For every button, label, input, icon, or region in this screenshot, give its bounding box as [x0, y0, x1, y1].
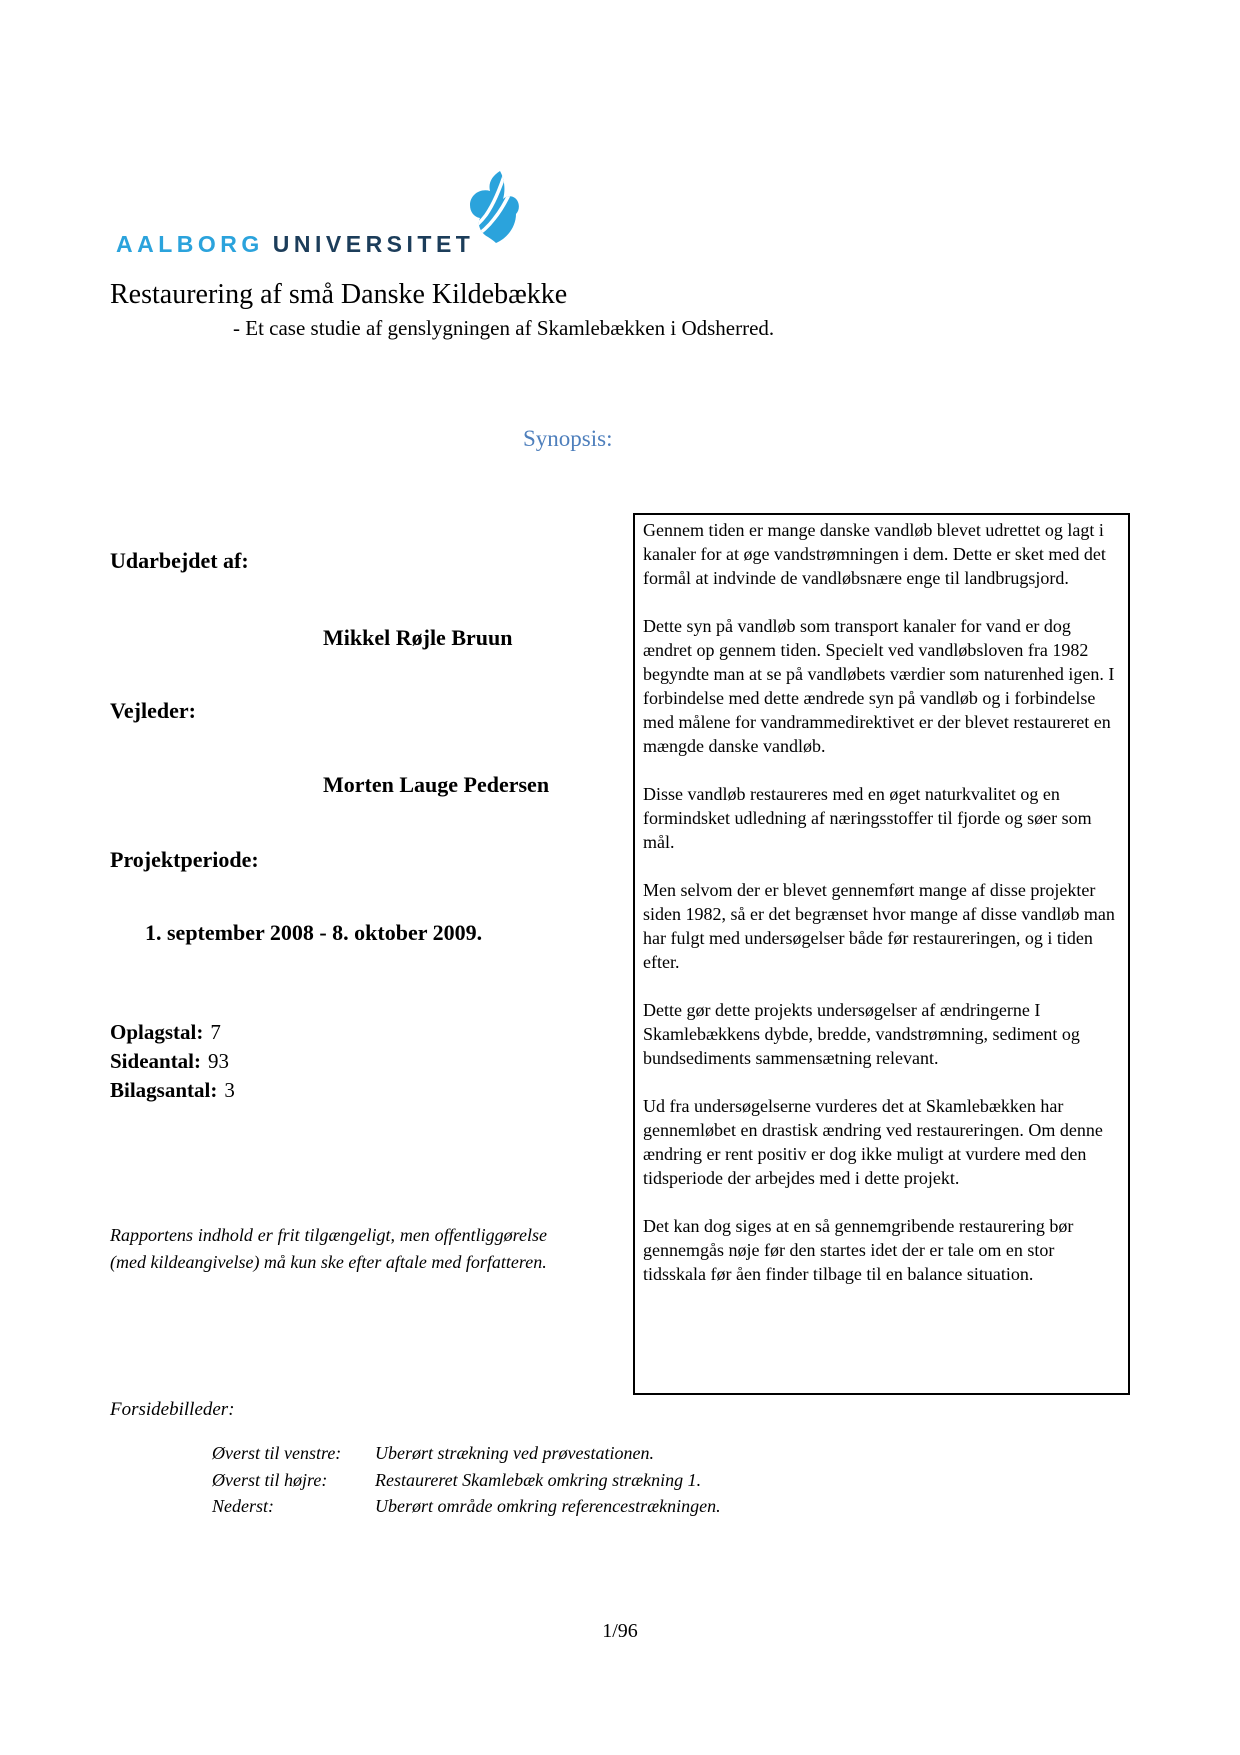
copyright-disclaimer: Rapportens indhold er frit tilgængeligt, men offentliggørelse (med kildeangivelse) må kun ske efter aftale med forfatteren. [110, 1225, 547, 1272]
pages-label: Sideantal: [110, 1049, 202, 1073]
cover-images-heading: Forsidebilleder: [110, 1399, 235, 1420]
synopsis-paragraph: Men selvom der er blevet gennemført mange af disse projekter siden 1982, så er det begrænset hvor mange af disse vandløb man har fulgt med undersøgelser både før restaureringen, og i tiden efter. [643, 880, 1115, 972]
cover-image-row [212, 1467, 721, 1494]
project-period-label: Projektperiode: [110, 847, 259, 872]
synopsis-heading: Synopsis: [523, 426, 613, 451]
author-name: Mikkel Røjle Bruun [323, 625, 513, 650]
cover-position-label: Øverst til højre: [212, 1469, 328, 1490]
copies-count-row [110, 1018, 235, 1047]
supervisor-name: Morten Lauge Pedersen [323, 772, 550, 797]
synopsis-paragraph: Disse vandløb restaureres med en øget naturkvalitet og en formindsket udledning af næringsstoffer til fjorde og søer som mål. [643, 784, 1092, 852]
synopsis-paragraph: Ud fra undersøgelserne vurderes det at Skamlebækken har gennemløbet en drastisk ændring ved restaureringen. Om denne ændring er rent positiv er dog ikke muligt at vurdere med den tidsperiode der arbejdes med i dette projekt. [643, 1096, 1103, 1188]
cover-position-label: Øverst til venstre: [212, 1443, 342, 1463]
cover-description: Restaureret Skamlebæk omkring strækning 1. [375, 1469, 702, 1490]
cover-description: Uberørt område omkring referencestrækningen. [375, 1496, 721, 1516]
synopsis-paragraph: Dette gør dette projekts undersøgelser af ændringerne I Skamlebækkens dybde, bredde, vandstrømning, sediment og bundsediments sammensætning relevant. [643, 1000, 1080, 1068]
cover-description: Uberørt strækning ved prøvestationen. [375, 1443, 654, 1463]
synopsis-paragraph: Det kan dog siges at en så gennemgribende restaurering bør gennemgås nøje før den startes idet der er tale om en stor tidsskala før åen finder tilbage til en balance situation. [643, 1216, 1074, 1284]
project-period-value: 1. september 2008 - 8. oktober 2009. [145, 920, 483, 945]
pages-count-row [110, 1047, 235, 1076]
report-subtitle: - Et case studie af genslygningen af Skamlebækken i Odsherred. [233, 316, 775, 340]
cover-image-row [212, 1493, 721, 1520]
synopsis-paragraph: Gennem tiden er mange danske vandløb blevet udrettet og lagt i kanaler for at øge vandstrømningen i dem. Dette er sket med det formål at indvinde de vandløbsnære enge til landbrugsjord. [643, 520, 1106, 588]
print-info [110, 1018, 235, 1105]
appendix-label: Bilagsantal: [110, 1078, 218, 1102]
supervisor-label: Vejleder: [110, 698, 196, 723]
synopsis-box [633, 513, 1130, 1395]
wordmark-aalborg: AALBORG [116, 231, 264, 257]
pages-value: 93 [208, 1049, 230, 1073]
prepared-by-label: Udarbejdet af: [110, 548, 249, 573]
report-title: Restaurering af små Danske Kildebække [110, 279, 568, 310]
appendix-count-row [110, 1076, 235, 1105]
copies-label: Oplagstal: [110, 1020, 204, 1044]
synopsis-paragraph: Dette syn på vandløb som transport kanaler for vand er dog ændret op gennem tiden. Specielt ved vandløbsloven fra 1982 begyndte man at se på vandløbets værdier som naturenhed igen. I forbindelse med dette ændrede syn på vandløb og i forbindelse med målene for vandrammedirektivet er der blevet restaureret en mængde danske vandløb. [643, 616, 1115, 756]
cover-images-table [212, 1440, 721, 1520]
cover-image-row [212, 1440, 721, 1467]
page-number: 1/96 [602, 1620, 638, 1642]
university-wordmark [116, 231, 474, 258]
appendix-value: 3 [224, 1078, 235, 1102]
wordmark-universitet: UNIVERSITET [272, 231, 475, 257]
cover-position-label: Nederst: [212, 1496, 274, 1516]
copies-value: 7 [210, 1020, 221, 1044]
